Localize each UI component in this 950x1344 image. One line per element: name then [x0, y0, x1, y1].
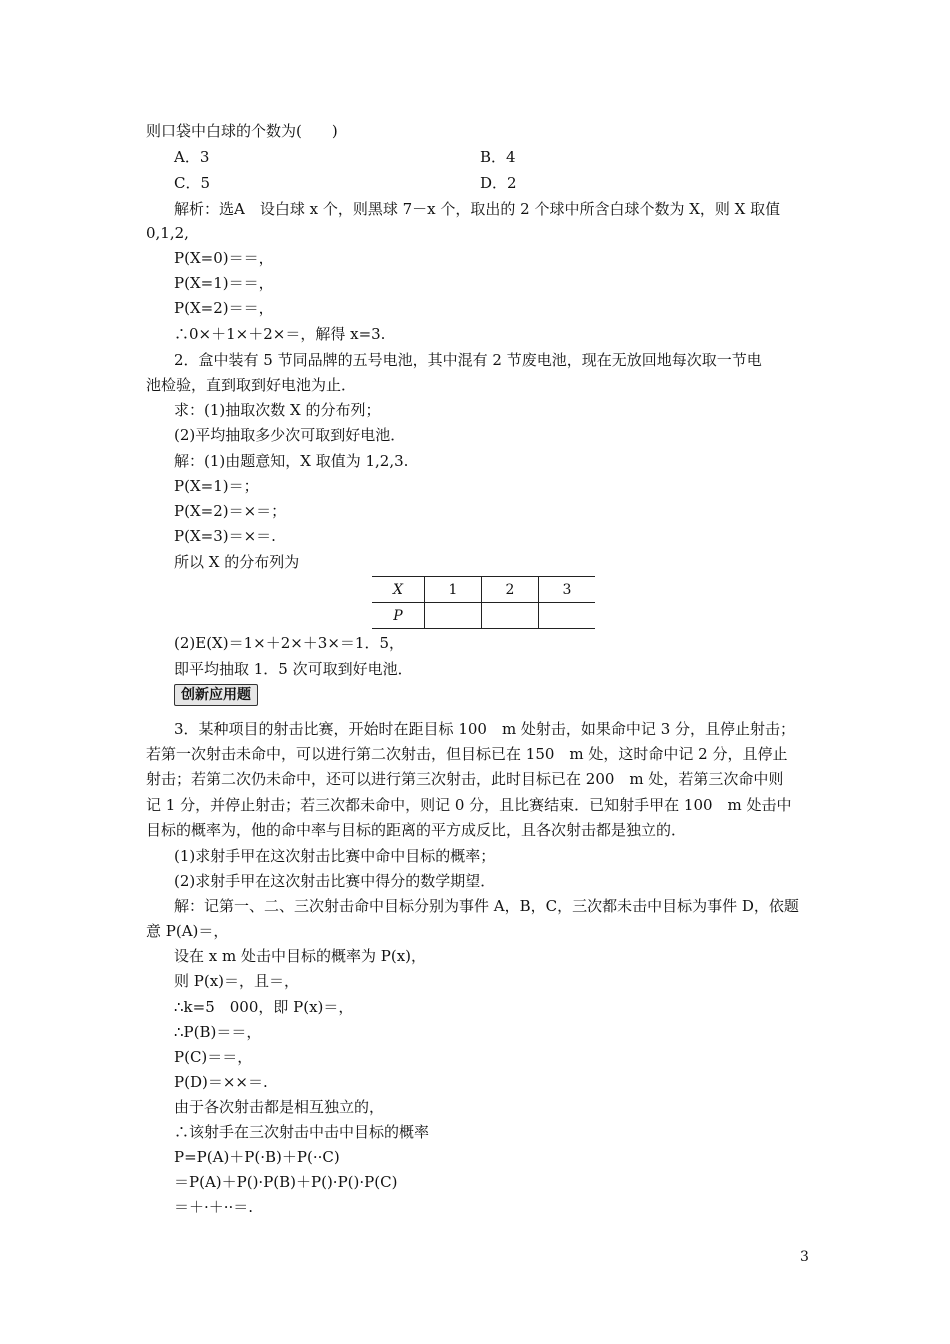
text-line: (2)求射手甲在这次射击比赛中得分的数学期望． [174, 872, 496, 890]
text-line: 意 P(A)＝， [146, 922, 229, 940]
text-line: 则口袋中白球的个数为( ) [146, 122, 338, 140]
option-d: D．2 [480, 174, 517, 192]
text-line: 解析：选A 设白球 x 个，则黑球 7－x 个，取出的 2 个球中所含白球个数为 X，则 X 取值 [174, 200, 781, 218]
distribution-table [372, 576, 595, 629]
text-line: 由于各次射击都是相互独立的， [174, 1098, 385, 1116]
text-line: P(X=1)＝＝， [174, 274, 274, 292]
table-row [372, 603, 595, 629]
text-line: P(X=0)＝＝， [174, 249, 274, 267]
text-line: ∴0×＋1×＋2×＝，解得 x=3. [174, 325, 386, 343]
text-line: P(X=1)＝； [174, 477, 259, 495]
text-line: ∴P(B)＝＝， [174, 1023, 262, 1041]
text-line: P(X=2)＝＝， [174, 299, 274, 317]
option-a: A．3 [174, 148, 210, 166]
table-cell: 1 [425, 577, 482, 603]
text-line: 解：记第一、二、三次射击命中目标分别为事件 A，B，C，三次都未击中目标为事件 D，依题 [174, 897, 799, 915]
text-line: 设在 x m 处击中目标的概率为 P(x)， [174, 947, 427, 965]
text-line: 求：(1)抽取次数 X 的分布列； [174, 401, 381, 419]
text-line: P(X=3)＝×＝. [174, 527, 276, 545]
section-tag: 创新应用题 [174, 684, 258, 706]
page-number: 3 [800, 1249, 809, 1265]
text-line: 3．某种项目的射击比赛，开始时在距目标 100 m 处射击，如果命中记 3 分，且停止射击； [174, 720, 796, 738]
text-line: P=P(A)＋P(·B)＋P(··C) [174, 1148, 340, 1166]
text-line: 池检验，直到取到好电池为止． [146, 376, 357, 394]
text-line: P(C)＝＝， [174, 1048, 253, 1066]
text-line: (2)E(X)＝1×＋2×＋3×＝1．5， [174, 634, 405, 652]
text-line: P(D)＝××＝. [174, 1073, 268, 1091]
text-line: ∴该射手在三次射击中击中目标的概率 [174, 1123, 430, 1141]
text-line: 0,1,2, [146, 224, 189, 242]
text-line: 2．盒中装有 5 节同品牌的五号电池，其中混有 2 节废电池，现在无放回地每次取一节电 [174, 351, 762, 369]
text-line: ＝P(A)＋P()·P(B)＋P()·P()·P(C) [174, 1173, 398, 1191]
text-line: P(X=2)＝×＝； [174, 502, 287, 520]
option-b: B．4 [480, 148, 516, 166]
text-line: 即平均抽取 1．5 次可取到好电池． [174, 660, 413, 678]
text-line: 则 P(x)＝，且＝， [174, 972, 300, 990]
table-cell: 2 [482, 577, 539, 603]
table-cell [482, 603, 539, 629]
text-line: ∴k=5 000，即 P(x)＝， [174, 998, 354, 1016]
table-row [372, 577, 595, 603]
text-line: 目标的概率为，他的命中率与目标的距离的平方成反比，且各次射击都是独立的． [146, 821, 687, 839]
table-cell: 3 [539, 577, 596, 603]
text-line: 记 1 分，并停止射击；若三次都未命中，则记 0 分，且比赛结束．已知射手甲在 100 m 处击中 [146, 796, 792, 814]
table-cell [425, 603, 482, 629]
table-cell: X [372, 577, 425, 603]
table-cell [539, 603, 596, 629]
text-line: 若第一次射击未命中，可以进行第二次射击，但目标已在 150 m 处，这时命中记 2 分，且停止 [146, 745, 788, 763]
option-c: C．5 [174, 174, 211, 192]
text-line: 解：(1)由题意知，X 取值为 1,2,3. [174, 452, 409, 470]
text-line: 所以 X 的分布列为 [174, 553, 300, 571]
text-line: (2)平均抽取多少次可取到好电池． [174, 426, 406, 444]
text-line: ＝＋·＋··＝. [174, 1198, 254, 1216]
table-cell: P [372, 603, 425, 629]
text-line: 射击；若第二次仍未命中，还可以进行第三次射击，此时目标已在 200 m 处，若第三次命中则 [146, 770, 784, 788]
text-line: (1)求射手甲在这次射击比赛中命中目标的概率； [174, 847, 496, 865]
